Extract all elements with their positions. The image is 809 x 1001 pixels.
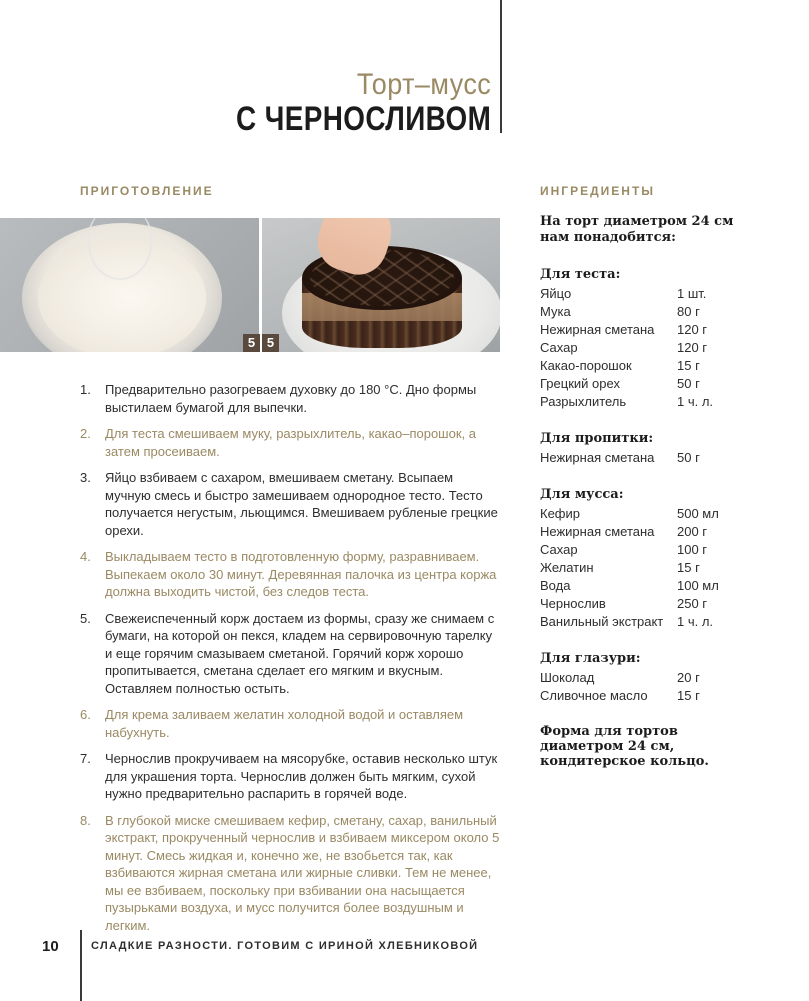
recipe-title-line2: С ЧЕРНОСЛИВОМ xyxy=(235,100,491,138)
ingredient-row xyxy=(540,505,809,523)
ingredient-group-dough xyxy=(540,266,809,411)
book-title: СЛАДКИЕ РАЗНОСТИ. ГОТОВИМ С ИРИНОЙ ХЛЕБНИКОВОЙ xyxy=(91,940,479,952)
group-title: Для пропитки: xyxy=(540,431,654,446)
ingredients-intro: На торт диаметром 24 см нам понадобится: xyxy=(540,214,734,245)
step-text: Предварительно разогреваем духовку до 180 °С. Дно формы выстилаем бумагой для выпечки. xyxy=(105,382,477,415)
ingredient-name: Яйцо xyxy=(540,286,572,301)
footer-divider xyxy=(80,930,82,1001)
ingredient-group-glaze xyxy=(540,650,809,705)
ingredient-row xyxy=(540,321,809,339)
step-item xyxy=(78,381,500,416)
group-title: Для теста: xyxy=(540,267,621,282)
ingredient-name: Вода xyxy=(540,578,571,593)
ingredient-amount: 15 г xyxy=(677,358,700,373)
ingredient-name: Какао-порошок xyxy=(540,358,632,373)
photo-step-badge: 5 xyxy=(262,334,279,352)
step-item xyxy=(78,425,500,460)
ingredients-heading: ИНГРЕДИЕНТЫ xyxy=(540,184,656,198)
step-item xyxy=(78,812,500,935)
ingredient-row xyxy=(540,449,809,467)
ingredient-name: Нежирная сметана xyxy=(540,322,655,337)
ingredient-amount: 250 г xyxy=(677,596,708,611)
photo-whisking-batter xyxy=(0,218,259,352)
step-number: 1. xyxy=(80,382,91,397)
preparation-steps xyxy=(78,381,500,943)
ingredient-name: Ванильный экстракт xyxy=(540,614,664,629)
ingredient-name: Нежирная сметана xyxy=(540,524,655,539)
step-number: 4. xyxy=(80,549,91,564)
ingredient-row xyxy=(540,559,809,577)
ingredient-name: Грецкий орех xyxy=(540,376,620,391)
ingredient-amount: 1 шт. xyxy=(677,286,707,301)
ingredient-amount: 50 г xyxy=(677,376,700,391)
ingredient-row xyxy=(540,357,809,375)
step-number: 2. xyxy=(80,426,91,441)
ingredient-amount: 1 ч. л. xyxy=(677,614,714,629)
ingredient-name: Кефир xyxy=(540,506,580,521)
ingredient-amount: 200 г xyxy=(677,524,708,539)
photo-step-badge: 5 xyxy=(243,334,260,352)
recipe-title-line1: Торт–мусс xyxy=(356,68,491,101)
ingredient-row xyxy=(540,303,809,321)
ingredient-group-soak xyxy=(540,430,809,467)
ingredient-amount: 100 мл xyxy=(677,578,719,593)
step-text: Свежеиспеченный корж достаем из формы, сразу же снимаем с бумаги, на которой он пекся, кладем на сервировочную тарелку и еще горячим смазываем сметаной. Горячий корж хорошо пропитывается, сметана сделает его мягким и вкусным. Оставляем полностью остыть. xyxy=(105,610,495,696)
header-divider xyxy=(500,0,502,133)
ingredient-row xyxy=(540,595,809,613)
step-item xyxy=(78,706,500,741)
ingredient-name: Сахар xyxy=(540,340,578,355)
ingredient-row xyxy=(540,339,809,357)
ingredient-amount: 120 г xyxy=(677,322,708,337)
step-text: Для теста смешиваем муку, разрыхлитель, какао–порошок, а затем просеиваем. xyxy=(105,426,476,459)
step-item xyxy=(78,469,500,539)
ingredient-name: Сахар xyxy=(540,542,578,557)
ingredient-row xyxy=(540,577,809,595)
ingredient-row xyxy=(540,393,809,411)
step-item xyxy=(78,610,500,698)
group-title: Для глазури: xyxy=(540,651,641,666)
step-number: 6. xyxy=(80,707,91,722)
ingredient-row xyxy=(540,375,809,393)
ingredient-row xyxy=(540,669,809,687)
step-number: 5. xyxy=(80,610,91,626)
preparation-heading: ПРИГОТОВЛЕНИЕ xyxy=(80,184,214,198)
ingredient-name: Нежирная сметана xyxy=(540,450,655,465)
ingredient-name: Мука xyxy=(540,304,571,319)
ingredient-row xyxy=(540,687,809,705)
step-text: Выкладываем тесто в подготовленную форму, разравниваем. Выпекаем около 30 минут. Деревянная палочка из центра коржа должна выходить чистой, без следов теста. xyxy=(105,549,497,599)
ingredient-amount: 15 г xyxy=(677,688,700,703)
ingredient-row xyxy=(540,613,809,631)
ingredient-name: Разрыхлитель xyxy=(540,394,627,409)
step-number: 7. xyxy=(80,751,91,766)
ingredient-amount: 15 г xyxy=(677,560,700,575)
ingredient-amount: 100 г xyxy=(677,542,708,557)
step-text: В глубокой миске смешиваем кефир, сметану, сахар, ванильный экстракт, прокрученный чернослив и взбиваем миксером около 5 минут. Смесь жидкая и, конечно же, не взобьется так, как взбиваются жирная сметана или жирные сливки. Тем не менее, мы ее взбиваем, поскольку при взбивании она насыщается пузырьками воздуха, и мусс получится более воздушным и легким. xyxy=(105,812,500,933)
step-number: 3. xyxy=(80,470,91,485)
step-text: Яйцо взбиваем с сахаром, вмешиваем сметану. Всыпаем мучную смесь и быстро замешиваем однородное тесто. Тесто получается негустым, льющимся. Вмешиваем рубленые грецкие орехи. xyxy=(105,470,498,538)
ingredient-amount: 20 г xyxy=(677,670,700,685)
ingredient-row xyxy=(540,523,809,541)
ingredient-amount: 1 ч. л. xyxy=(677,394,714,409)
ingredient-name: Шоколад xyxy=(540,670,595,685)
ingredient-amount: 500 мл xyxy=(677,506,719,521)
photo-decorating-cake xyxy=(262,218,500,352)
page-number: 10 xyxy=(42,938,59,955)
step-number: 8. xyxy=(80,812,91,828)
ingredient-amount: 80 г xyxy=(677,304,700,319)
ingredient-row xyxy=(540,285,809,303)
ingredient-amount: 120 г xyxy=(677,340,708,355)
mold-note: Форма для тортов диаметром 24 см, кондитерское кольцо. xyxy=(540,724,709,769)
group-title: Для мусса: xyxy=(540,487,624,502)
step-text: Чернослив прокручиваем на мясорубке, оставив несколько штук для украшения торта. Чернослив должен быть мягким, сухой нужно предварительно распарить в горячей воде. xyxy=(105,751,498,801)
ingredients-panel xyxy=(540,214,809,769)
ingredient-name: Желатин xyxy=(540,560,594,575)
step-item xyxy=(78,750,500,803)
ingredient-name: Сливочное масло xyxy=(540,688,648,703)
ingredient-amount: 50 г xyxy=(677,450,700,465)
ingredient-name: Чернослив xyxy=(540,596,606,611)
step-text: Для крема заливаем желатин холодной водой и оставляем набухнуть. xyxy=(105,707,464,740)
ingredient-row xyxy=(540,541,809,559)
step-item xyxy=(78,548,500,601)
ingredient-group-mousse xyxy=(540,486,809,631)
